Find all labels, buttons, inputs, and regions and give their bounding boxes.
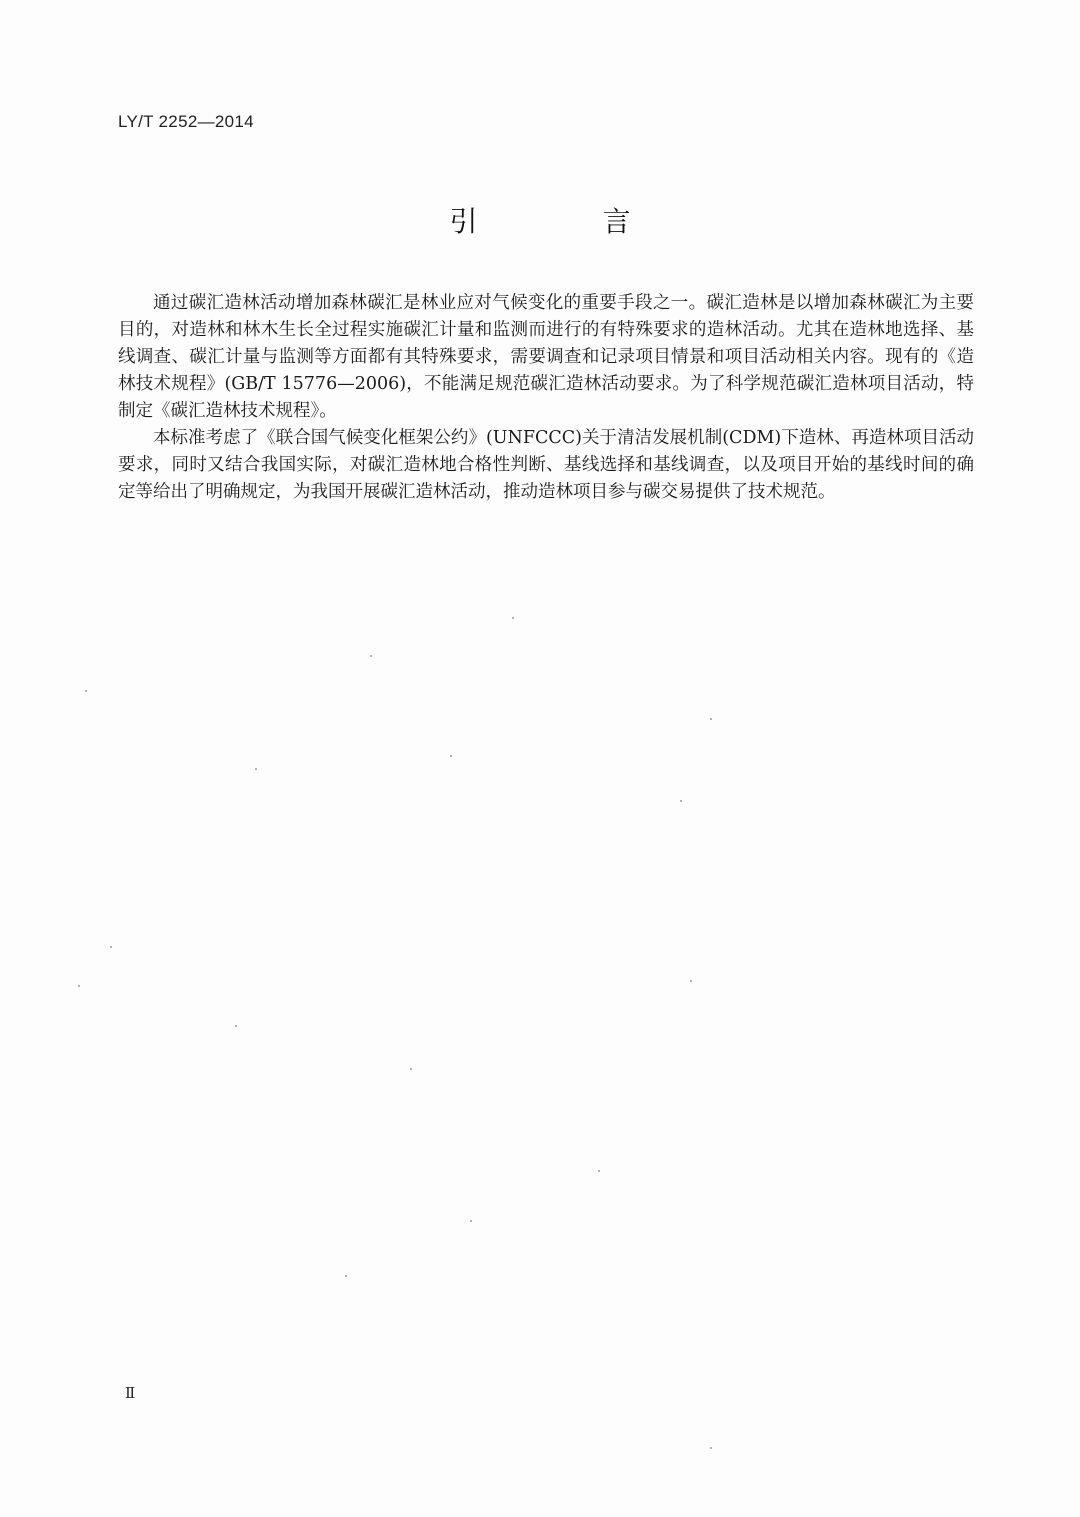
body-text [118, 290, 974, 506]
standard-code: LY/T 2252—2014 [118, 112, 254, 131]
scan-speck [690, 980, 692, 982]
scan-speck [710, 718, 712, 720]
scan-speck [410, 1068, 412, 1070]
scan-speck [85, 690, 87, 692]
scan-speck [255, 768, 257, 770]
scan-speck [680, 800, 682, 802]
scan-speck [450, 755, 452, 757]
scan-speck [370, 655, 372, 657]
scan-speck [470, 1220, 472, 1222]
scan-speck [235, 1025, 237, 1027]
page-title: 引 言 [449, 205, 689, 238]
scan-speck [110, 946, 112, 948]
scan-speck [598, 1170, 600, 1172]
scan-speck [78, 985, 80, 987]
paragraph-scope: 本标准考虑了《联合国气候变化框架公约》(UNFCCC)关于清洁发展机制(CDM)下造林、再造林项目活动要求，同时又结合我国实际，对碳汇造林地合格性判断、基线选择和基线调查，以及项目开始的基线时间的确定等给出了明确规定，为我国开展碳汇造林活动，推动造林项目参与碳交易提供了技术规范。 [118, 428, 974, 502]
scan-speck [710, 1447, 712, 1449]
scan-speck [345, 1275, 347, 1277]
paragraph-intro: 通过碳汇造林活动增加森林碳汇是林业应对气候变化的重要手段之一。碳汇造林是以增加森林碳汇为主要目的，对造林和林木生长全过程实施碳汇计量和监测而进行的有特殊要求的造林活动。尤其在造林地选择、基线调查、碳汇计量与监测等方面都有其特殊要求，需要调查和记录项目情景和项目活动相关内容。现有的《造林技术规程》(GB/T 15776—2006)，不能满足规范碳汇造林活动要求。为了科学规范碳汇造林项目活动，特制定《碳汇造林技术规程》。 [118, 293, 974, 421]
scan-speck [512, 617, 514, 619]
page-number: Ⅱ [125, 1384, 136, 1402]
